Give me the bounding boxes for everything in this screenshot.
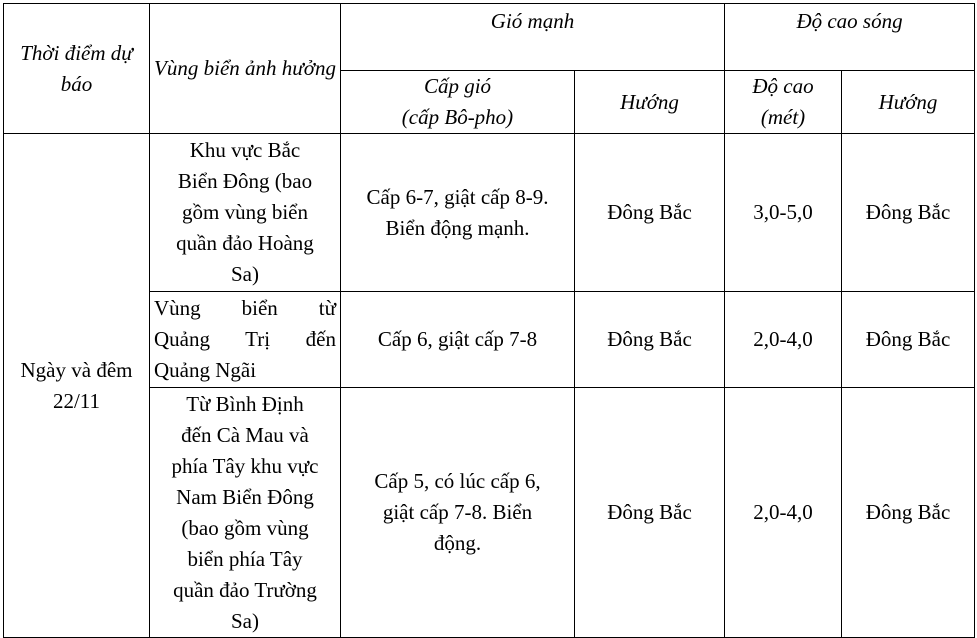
header-wind-level-line1: Cấp gió	[423, 74, 492, 98]
area-cell	[150, 388, 341, 638]
wind-direction-cell: Đông Bắc	[575, 134, 725, 292]
area-line: quần đảo Trường	[173, 577, 317, 602]
header-affected-area: Vùng biển ảnh hưởng	[150, 4, 341, 134]
wave-height-cell: 2,0-4,0	[725, 292, 842, 388]
wind-line: Cấp 6-7, giật cấp 8-9.	[366, 184, 549, 209]
header-height	[725, 71, 842, 134]
header-row-top	[4, 4, 975, 71]
header-strong-wind: Gió mạnh	[341, 4, 725, 71]
header-forecast-time: Thời điểm dự báo	[4, 4, 150, 134]
wind-line: Cấp 6, giật cấp 7-8	[377, 327, 538, 351]
wind-level-cell	[341, 292, 575, 388]
header-wave-direction: Hướng	[842, 71, 975, 134]
area-line: biển phía Tây	[187, 546, 303, 571]
area-line: Vùng biển từ	[154, 296, 336, 320]
wave-direction-cell: Đông Bắc	[842, 292, 975, 388]
wave-direction-cell: Đông Bắc	[842, 388, 975, 638]
header-height-line2: (mét)	[760, 105, 806, 129]
area-line: phía Tây khu vực	[171, 453, 319, 478]
sea-forecast-table	[3, 3, 975, 638]
area-cell	[150, 292, 341, 388]
forecast-time-cell	[4, 134, 150, 638]
header-wind-direction: Hướng	[575, 71, 725, 134]
forecast-time-line1: Ngày và đêm	[20, 357, 133, 382]
wind-direction-cell: Đông Bắc	[575, 388, 725, 638]
table-row	[4, 134, 975, 292]
area-line: (bao gồm vùng	[181, 515, 309, 540]
header-wind-level-line2: (cấp Bô-pho)	[401, 105, 514, 129]
wind-level-cell	[341, 388, 575, 638]
table-row	[4, 292, 975, 388]
wave-height-cell: 2,0-4,0	[725, 388, 842, 638]
area-cell	[150, 134, 341, 292]
wind-level-cell	[341, 134, 575, 292]
area-line: Từ Bình Định	[186, 391, 304, 416]
area-line: Sa)	[231, 262, 259, 286]
wind-line: giật cấp 7-8. Biển	[382, 500, 533, 524]
forecast-time-line2: 22/11	[52, 388, 101, 413]
area-line: Khu vực Bắc	[189, 138, 301, 162]
area-line: Sa)	[231, 608, 259, 633]
area-line: Nam Biển Đông	[176, 484, 314, 509]
area-line: gồm vùng biển	[182, 200, 308, 224]
area-line: Biển Đông (bao	[177, 169, 313, 193]
wind-line: Biển động mạnh.	[385, 215, 530, 240]
area-line: quần đảo Hoàng	[176, 231, 314, 255]
wind-line: Cấp 5, có lúc cấp 6,	[374, 469, 541, 493]
header-wave-height: Độ cao sóng	[725, 4, 975, 71]
header-wind-level	[341, 71, 575, 134]
wind-line: động.	[433, 531, 482, 555]
area-line: Quảng Ngãi	[154, 358, 257, 382]
wave-height-cell: 3,0-5,0	[725, 134, 842, 292]
table-row	[4, 388, 975, 638]
header-height-line1: Độ cao	[752, 74, 814, 98]
area-line: đến Cà Mau và	[181, 422, 309, 447]
wave-direction-cell: Đông Bắc	[842, 134, 975, 292]
wind-direction-cell: Đông Bắc	[575, 292, 725, 388]
area-line: Quảng Trị đến	[154, 327, 336, 351]
